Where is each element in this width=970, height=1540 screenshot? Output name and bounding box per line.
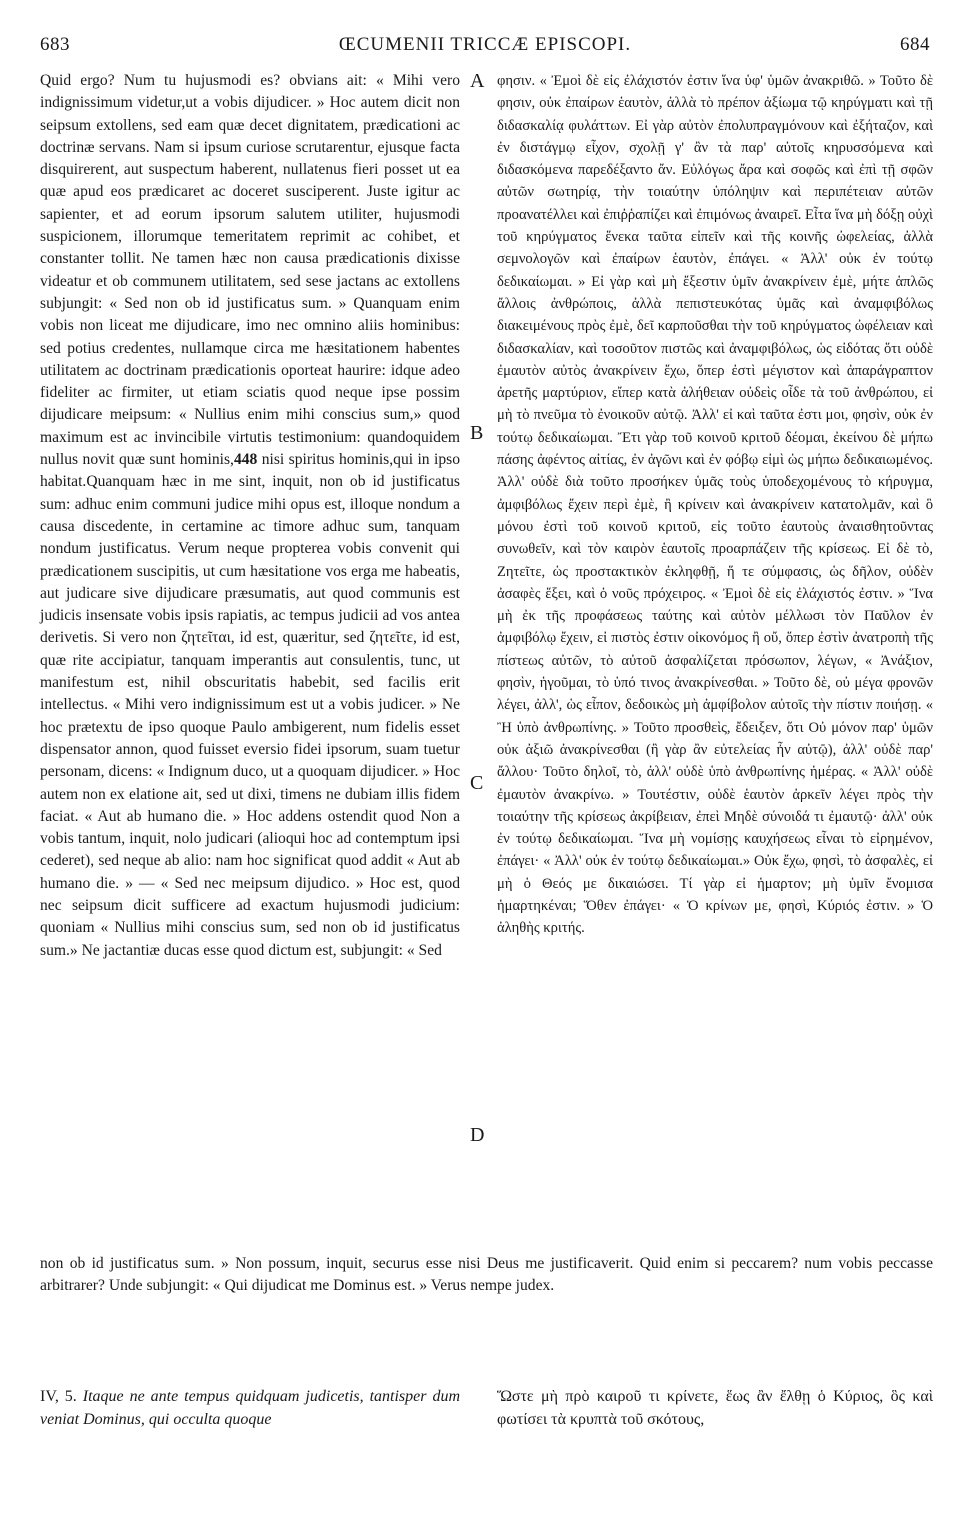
greek-paragraph: φησιν. « Ἐμοὶ δὲ εἰς ἐλάχιστόν ἐστιν ἵνα ὑφ' ὑμῶν ἀνακριθῶ. » Τοῦτο δὲ φησιν, οὐκ ἐπαίρων ἑαυτὸν, ἀλλὰ τὸ πρέπον ἀξίωμα τῷ κηρύγματι καὶ τῇ διδασκαλίᾳ φυλάττων. Εἰ γὰρ αὐτὸν ἐπολυπραγμόνουν καὶ ἐξήταζον, καὶ ἐν διστάγμῳ εἶχον, σχολῇ γ' ἂν τὰ παρ' αὐτοῖς κηρυσσόμενα καὶ διδασκόμενα παρεδέξαντο ἄν. Εὐλόγως ἄρα καὶ σοφῶς καὶ ἐπὶ τῇ σφῶν αὐτῶν σωτηρίᾳ, τὴν τοιαύτην ὑπόληψιν καὶ περιπέτειαν αὐτῶν προανατέλλει καὶ ἐπιῤῥαπίζει καὶ ἐπιμόνως ἀναιρεῖ. Εἶτα ἵνα μὴ δόξῃ οὐχὶ τοῦ κηρύγματος ἕνεκα ταῦτα εἰπεῖν καὶ τῆς κοινῆς ὠφελείας, ἀλλὰ σεμνολογῶν καὶ ἐπαίρων ἑαυτὸν, ἐπάγει. « Ἀλλ' οὐκ ἐν τούτῳ δεδικαίωμαι. » Εἰ γὰρ καὶ μὴ ἔξεστιν ὑμῖν ἀνακρίνειν ἐμὲ, μήτε ἁπλῶς ἄλλοις ἀνθρώποις, ἀλλὰ πεπιστευκότας ὑμᾶς καὶ ἀναμφιβόλως διακειμένους πρὸς ἐμὲ, δεῖ καρποῦσθαι τὴν τοῦ κηρύγματος ὠφέλειαν καὶ διδασκαλίαν, καὶ τοσοῦτον πιστῶς καὶ ἀναμφιβόλως, ὡς εἰδότας ὅτι οὐδὲ ἐμαυτὸν αὐτὸς ἀνακρίνειν ἔχω, ὅπερ ἐστὶ μέγιστον καὶ ἀπαράγραπτον ἀρετῆς μαρτύριον, εἴπερ κατὰ ἀλήθειαν οὐδεὶς οἶδε τὰ τοῦ ἀνθρώπου, εἰ μὴ τὸ πνεῦμα τὸ ἐνοικοῦν αὐτῷ. Ἀλλ' εἰ καὶ ταῦτα ἐστι μοι, φησὶν, οὐκ ἐν τούτῳ δεδικαίωμαι. Ἔτι γὰρ τοῦ κοινοῦ κριτοῦ δέομαι, ἐκείνου δὲ μήπω πάσης ἀφέντος αἰτίας, ἐν ἀγῶνι καὶ ἐν φόβῳ εἰμὶ ὡς μήπω δεδικαιωμένος. Ἀλλ' οὐδὲ διὰ τοῦτο προσήκεν ὑμᾶς τοὺς ὑποδεχομένους τὸ κήρυγμα, ἀμφιβόλως ἔχειν περὶ ἐμὲ, ἢ κρίνειν καὶ ἀνακρίνειν κατατολμᾶν, καὶ ὃ μόνου ἐστὶ τοῦ κοινοῦ κριτοῦ, εἰς τοῦτο ἑαυτοὺς ἀναισθητοῦντας συνωθεῖν, καὶ τὸν καιρὸν ἑαυτοῖς προαρπάζειν τῆς κρίσεως. Εἰ δὲ τὸ, Ζητεῖτε, ὡς προστακτικὸν ἐκληφθῇ, ἥ τε σύμφασις, ὡς δῆλον, οὐδὲν ἀσαφὲς ἕξει, καὶ ὁ νοῦς πρόχειρος. « Ἐμοὶ δὲ εἰς ἐλάχιστός ἐστιν. » Ἵνα μὴ ἐκ τῆς προφάσεως ταύτης καὶ αὐτὸν μέλλωσι τὸν Παῦλον ἐν ἀμφιβόλῳ ἔχειν, εἰ πιστὸς ἐστιν οἰκονόμος ἢ οὔ, ὅπερ ἐστὶν ἀνατροπὴ τῆς πίστεως αὐτῶν, τὸ αὐτοῦ ἀσφαλίζεται πρόσωπον, λέγων, « Ἀνάξιον, φησὶν, ἡγοῦμαι, τὸ ὑπό τινος ἀνακρίνεσθαι. » Τοῦτο δὲ, οὐ μέγα φρονῶν λέγει, ἀλλ', ὡς εἶπον, δεδοικὼς μὴ ἀμφίβολον αὐτοῖς τὴν πίστιν ποιήσῃ. « Ἢ ὑπὸ ἀνθρωπίνης. » Τοῦτο προσθεὶς, ἔδειξεν, ὅτι Οὐ μόνον παρ' ὑμῶν οὐκ ἀξιῶ ἀνακρίνεσθαι (ἢ γὰρ ἂν εὐτελείας ἦν αὐτῷ), ἀλλ' οὐδὲ παρ' ἄλλου· Τοῦτο δηλοῖ, τὸ, ἀλλ' οὐδὲ ὑπὸ ἀνθρωπίνης ἡμέρας. « Ἀλλ' οὐδὲ ἐμαυτὸν ἀνακρίνω. » Τουτέστιν, οὐδὲ ἑαυτὸν ἀρκεῖν λέγει πρὸς τὴν τοιαύτην τῆς κρίσεως ἀκρίβειαν, ἐπεὶ Μηδὲ σύνοιδά τι ἐμαυτῷ· ἀλλ' οὐκ ἐν τούτῳ δεδικαίωμαι. Ἵνα μὴ νομίσῃς καυχήσεως εἶναι τὸ εἰρημένον, ἐπάγει· « Ἀλλ' οὐκ ἐν τούτῳ δεδικαίωμαι.» Οὐκ ἔχω, φησὶ, τὸ ἀσφαλὲς, εἰ μὴ ὁ Θεός με δικαιώσει. Τί γὰρ εἰ ἡμαρτον; μὴ ὑμῖν ἔνομισα ἡμαρτηκέναι; Ὅθεν ἐπάγει· « Ὁ κρίνων με, φησὶ, Κύριός ἐστιν. » Ὁ ἀληθὴς κριτής. (497, 73, 933, 937)
latin-column (40, 70, 460, 962)
verse-text-latin: Itaque ne ante tempus quidquam judicetis, tantisper dum veniat Dominus, qui occulta quoque (40, 1388, 461, 1428)
full-width-paragraph (40, 1253, 933, 1298)
column-mark-c: C (470, 772, 484, 794)
column-mark-d: D (470, 1124, 485, 1146)
running-title: ŒCUMENII TRICCÆ EPISCOPI. (338, 34, 632, 55)
latin-paragraph: Quid ergo? Num tu hujusmodi es? obvians ait: « Mihi vero indignissimum videtur,ut a vobis dijudicer. » Hoc autem dicit non seipsum extollens, sed eam quæ decet dignitatem, prædicationi ac doctrinæ servans. Nam si ipsum curiose scrutarentur, ejusque facta disquirerent, aut suspectum haberent, nullatenus fieri posset ut ea quæ apud eos prædicaret ac doceret susciperent. Juste igitur ac sapienter, et ad eorum ipsorum salutem utiliter, hujusmodi suspicionem, illorumque temeritatem reprimit ac cohibet, et constanter tollit. Ne tamen hæc non causa prædicationis dixisse videatur et ob communem utilitatem, sed sese jactans ac extollens subjungit: « Sed non ob id justificatus sum. » Quanquam enim vobis non liceat me dijudicare, imo nec omnino aliis hominibus: sed potius credentes, nullamque circa me hæsitationem habentes utilitatem ac doctrinam prædicationis oporteat haurire: idque adeo fideliter ac firmiter, ut etiam sciatis quod neque ipse possim dijudicare meipsum: « Nullius enim mihi conscius sum,» quod maximum est ac invincibile virtutis testimonium: quandoquidem nullus novit quæ sunt hominis,448 nisi spiritus hominis,qui in ipso habitat.Quanquam hæc in me sint, inquit, non ob id justificatus sum: adhuc enim communi judice mihi opus est, illoque nondum a causa discedente, in certamine ac timore adhuc sum, tanquam nondum justificatus. Verum neque propterea vobis convenit qui prædicationem suscipitis, ut cum hæsitatione vos erga me habeatis, aut judicare sive dijudicare præsumatis, aut quod communis est judicis insensate vobis ipsis rapiatis, ac tempus judicii ad vos antea derivetis. Si vero non ζητεῖται, id est, quæritur, sed ζητεῖτε, id est, quæ rite accipiatur, tanquam imperantis aut consulentis, tunc, ut manifestum est, nihil obscuritatis habebit, sed facilis erit intellectus. « Mihi vero indignissimum est ut a vobis judicer. » Ne hoc prætextu de ipso quoque Paulo ambigerent, num fidelis esset dispensator annon, quod fuisset eversio fidei ipsorum, suam tuetur personam, dicens: « Indignum duco, ut a quoquam dijudicer. » Hoc autem non ex elatione ait, sed ut dixi, timens ne dubiam illis fidem faciat. « Aut ab humano die. » Hoc addens ostendit quod Non a vobis tantum, inquit, nolo judicari (alioqui hoc ad contemptum ipsi cederet), sed neque ab alio: nam hoc significat quod addit « Aut ab humano die. » — « Sed nec meipsum dijudico. » Hoc est, quod nec seipsum dicit sufficere ad exactum hujusmodi judicium: quoniam « Nullius mihi conscius sum, sed non ob id justificatus sum.» Ne jactantiæ ducas esse quod dictum est, subjungit: « Sed (40, 72, 460, 959)
bottom-greek-verse (497, 1385, 933, 1431)
bottom-latin-verse (40, 1385, 460, 1431)
column-mark-b: B (470, 422, 484, 444)
page-number-right: 684 (900, 34, 930, 55)
margin-number: 448 (233, 451, 258, 469)
verse-reference: IV, 5. (40, 1388, 77, 1405)
page-header (40, 34, 930, 64)
greek-column (497, 70, 933, 940)
verse-text-greek: Ὥστε μὴ πρὸ καιροῦ τι κρίνετε, ἕως ἂν ἔλθῃ ὁ Κύριος, ὃς καὶ φωτίσει τὰ κρυπτὰ τοῦ σκότους, (497, 1388, 933, 1428)
page-number-left: 683 (40, 34, 70, 55)
full-width-text: non ob id justificatus sum. » Non possum, inquit, securus esse nisi Deus me justificaverit. Quid enim si peccarem? num vobis peccasse arbitrarer? Unde subjungit: « Qui dijudicat me Dominus est. » Verus nempe judex. (40, 1255, 933, 1295)
column-mark-a: A (470, 70, 485, 92)
